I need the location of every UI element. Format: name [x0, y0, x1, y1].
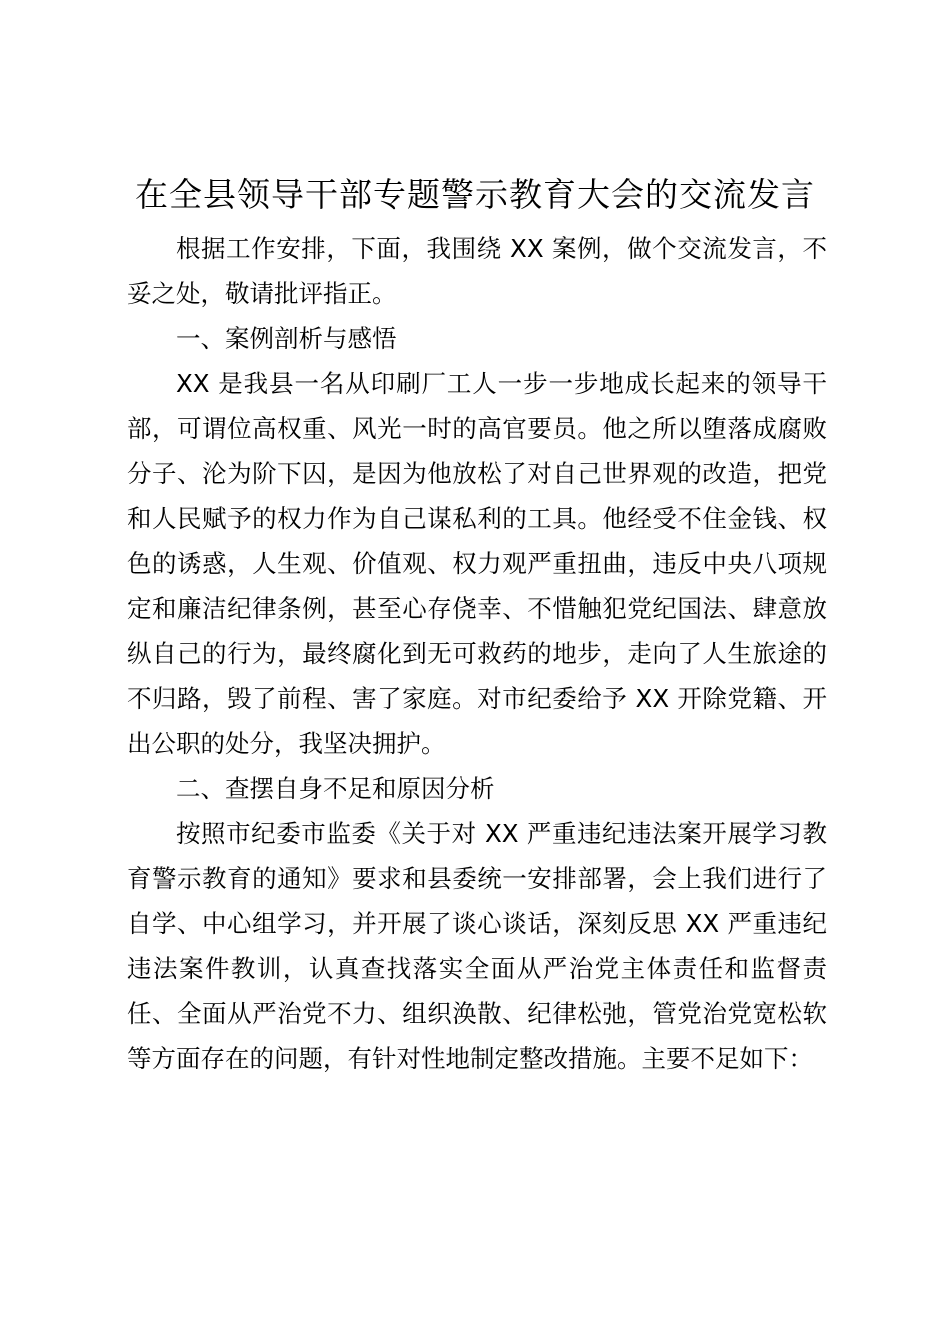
section-heading-2: 二、查摆自身不足和原因分析 — [176, 774, 495, 803]
intro-paragraph: 根据工作安排，下面，我围绕 XX 案例，做个交流发言，不妥之处，敬请批评指正。 — [127, 234, 827, 308]
self-review-paragraph: 按照市纪委市监委《关于对 XX 严重违纪违法案开展学习教育警示教育的通知》要求和县委统一安排部署，会上我们进行了自学、中心组学习，并开展了谈心谈话，深刻反思 XX 严重违纪违法案件教训，认真查找落实全面从严治党主体责任和监督责任、全面从严治党不力、组织涣散、纪律松弛，管党治党宽松软等方面存在的问题，有针对性地制定整改措施。主要不足如下： — [127, 819, 827, 1073]
section-heading-1: 一、案例剖析与感悟 — [176, 324, 397, 353]
document-body — [127, 226, 827, 1081]
case-analysis-paragraph: XX 是我县一名从印刷厂工人一步一步地成长起来的领导干部，可谓位高权重、风光一时的高官要员。他之所以堕落成腐败分子、沦为阶下囚，是因为他放松了对自己世界观的改造，把党和人民赋予的权力作为自己谋私利的工具。他经受不住金钱、权色的诱惑，人生观、价值观、权力观严重扭曲，违反中央八项规定和廉洁纪律条例，甚至心存侥幸、不惜触犯党纪国法、肆意放纵自己的行为，最终腐化到无可救药的地步，走向了人生旅途的不归路，毁了前程、害了家庭。对市纪委给予 XX 开除党籍、开出公职的处分，我坚决拥护。 — [127, 369, 827, 758]
document-title: 在全县领导干部专题警示教育大会的交流发言 — [135, 175, 815, 214]
